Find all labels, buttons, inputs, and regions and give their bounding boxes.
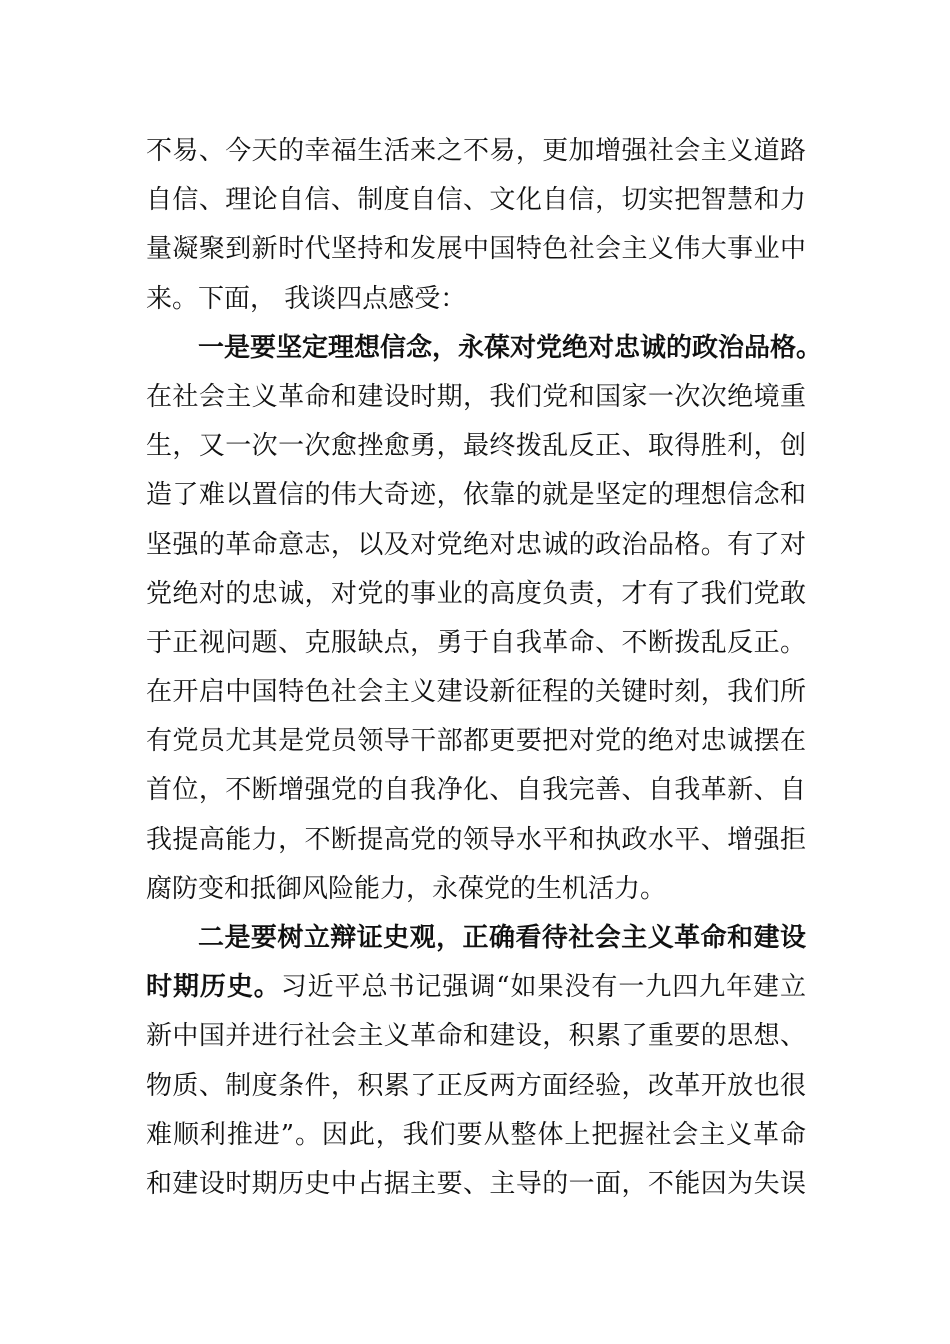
- intro-line: 自信、理论自信、制度自信、文化自信，切实把智慧和力: [146, 185, 806, 216]
- intro-line: 量凝聚到新时代坚持和发展中国特色社会主义伟大事业中: [146, 234, 806, 265]
- section1-line: 在开启中国特色社会主义建设新征程的关键时刻，我们所: [146, 677, 806, 708]
- section1-line: 党绝对的忠诚，对党的事业的高度负责，才有了我们党敢: [146, 578, 806, 609]
- section1-line: 生，又一次一次愈挫愈勇，最终拨乱反正、取得胜利，创: [146, 431, 806, 462]
- intro-line: 来。下面， 我谈四点感受：: [146, 283, 467, 314]
- section2-heading: 二是要树立辩证史观，正确看待社会主义革命和建设: [198, 923, 806, 953]
- section2-line: 难顺利推进”。因此，我们要从整体上把握社会主义革命: [146, 1119, 806, 1150]
- section2-line: 物质、制度条件，积累了正反两方面经验，改革开放也很: [146, 1070, 806, 1101]
- section1-line: 有党员尤其是党员领导干部都更要把对党的绝对忠诚摆在: [146, 726, 806, 757]
- document-body: [146, 127, 823, 1209]
- section2-line: 新中国并进行社会主义革命和建设，积累了重要的思想、: [146, 1021, 806, 1052]
- section1-line: 于正视问题、克服缺点，勇于自我革命、不断拨乱反正。: [146, 627, 806, 658]
- section2-heading-end: 时期历史。: [146, 972, 281, 1003]
- section1-line: 在社会主义革命和建设时期，我们党和国家一次次绝境重: [146, 381, 806, 412]
- intro-line: 不易、今天的幸福生活来之不易，更加增强社会主义道路: [146, 136, 806, 166]
- section1-line: 我提高能力，不断提高党的领导水平和执政水平、增强拒: [146, 824, 806, 855]
- section1-line: 坚强的革命意志，以及对党绝对忠诚的政治品格。有了对: [146, 529, 806, 560]
- section2-heading-line2: [146, 963, 806, 1012]
- section1-line: 首位，不断增强党的自我净化、自我完善、自我革新、自: [146, 775, 806, 806]
- section1-heading: 一是要坚定理想信念，永葆对党绝对忠诚的政治品格。: [198, 332, 823, 363]
- section2-line: 和建设时期历史中占据主要、主导的一面，不能因为失误: [146, 1168, 806, 1199]
- section1-line: 腐防变和抵御风险能力，永葆党的生机活力。: [146, 873, 667, 904]
- section2-quote-start: 习近平总书记强调“如果没有一九四九年建立: [280, 972, 806, 1003]
- section1-line: 造了难以置信的伟大奇迹，依靠的就是坚定的理想信念和: [146, 480, 806, 511]
